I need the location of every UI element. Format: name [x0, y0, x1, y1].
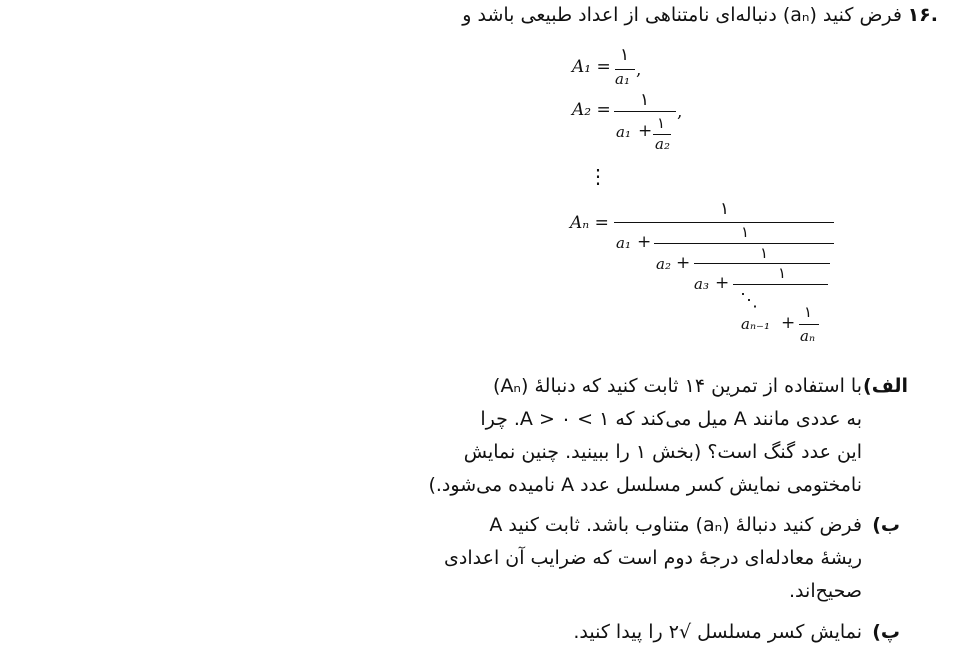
An-last-bar — [799, 324, 819, 325]
An-level2-bar — [654, 243, 834, 244]
An-a1: a₁ — [616, 234, 631, 252]
part-a-line-1: با استفاده از تمرین ۱۴ ثابت کنید که دنبالهٔ (Aₙ) — [493, 375, 862, 397]
An-numerator: ۱ — [720, 199, 730, 219]
An-last-numerator: ۱ — [804, 303, 813, 321]
An-a2: a₂ — [656, 255, 671, 273]
An-an: aₙ — [800, 327, 816, 345]
An-level3-bar — [694, 263, 830, 264]
part-a-line-3: این عدد گنگ است؟ (بخش ۱ را ببینید. چنین نمایش — [463, 441, 862, 463]
part-c-line-1: نمایش کسر مسلسل √۲ را پیدا کنید. — [573, 621, 862, 643]
A1-numerator: ۱ — [620, 45, 630, 65]
An-plus-2: + — [676, 253, 691, 273]
An-plus-last: + — [781, 313, 796, 333]
An-level4-numerator: ۱ — [778, 264, 787, 282]
part-a-line-2: به عددی مانند A میل می‌کند که ۱ > A > ۰. چرا — [480, 408, 862, 430]
A1-label: A₁ = — [572, 57, 611, 77]
An-an-1: aₙ₋₁ — [741, 315, 770, 333]
part-a-line-4: نامختومی نمایش کسر مسلسل عدد A نامیده می‌شود.) — [428, 474, 862, 496]
part-a-label: الف) — [863, 375, 908, 397]
vertical-dots: ⋮ — [588, 164, 608, 188]
A1-denominator: a₁ — [615, 70, 630, 88]
An-plus-3: + — [715, 273, 730, 293]
A2-a2: a₂ — [655, 135, 670, 153]
An-fraction-bar — [614, 222, 834, 223]
diagonal-dots: ⋱ — [740, 290, 758, 311]
part-b-label: ب) — [872, 514, 900, 536]
A2-fraction-bar — [614, 111, 676, 112]
A2-inner-numerator: ۱ — [657, 114, 666, 132]
problem-intro: فرض کنید (aₙ) دنباله‌ای نامتناهی از اعداد طبیعی باشد و — [462, 4, 902, 26]
part-c-label: پ) — [872, 621, 900, 643]
A1-comma: , — [636, 60, 642, 80]
An-level3-numerator: ۱ — [760, 244, 769, 262]
problem-number: ۱۶. — [907, 4, 938, 26]
An-label: Aₙ = — [570, 213, 609, 233]
part-b-line-2: ریشهٔ معادله‌ای درجهٔ دوم است که ضرایب آن اعدادی — [444, 547, 862, 569]
A2-plus: + — [638, 121, 653, 141]
An-plus-1: + — [637, 232, 652, 252]
An-level4-bar — [733, 284, 828, 285]
A2-numerator: ۱ — [640, 90, 650, 110]
A2-comma: , — [677, 102, 683, 122]
A2-label: A₂ = — [572, 100, 611, 120]
An-level2-numerator: ۱ — [741, 223, 750, 241]
part-b-line-1: فرض کنید دنبالهٔ (aₙ) متناوب باشد. ثابت کنید A — [489, 514, 862, 536]
part-b-line-3: صحیح‌اند. — [789, 580, 862, 602]
A2-a1: a₁ — [616, 123, 631, 141]
An-a3: a₃ — [694, 275, 709, 293]
